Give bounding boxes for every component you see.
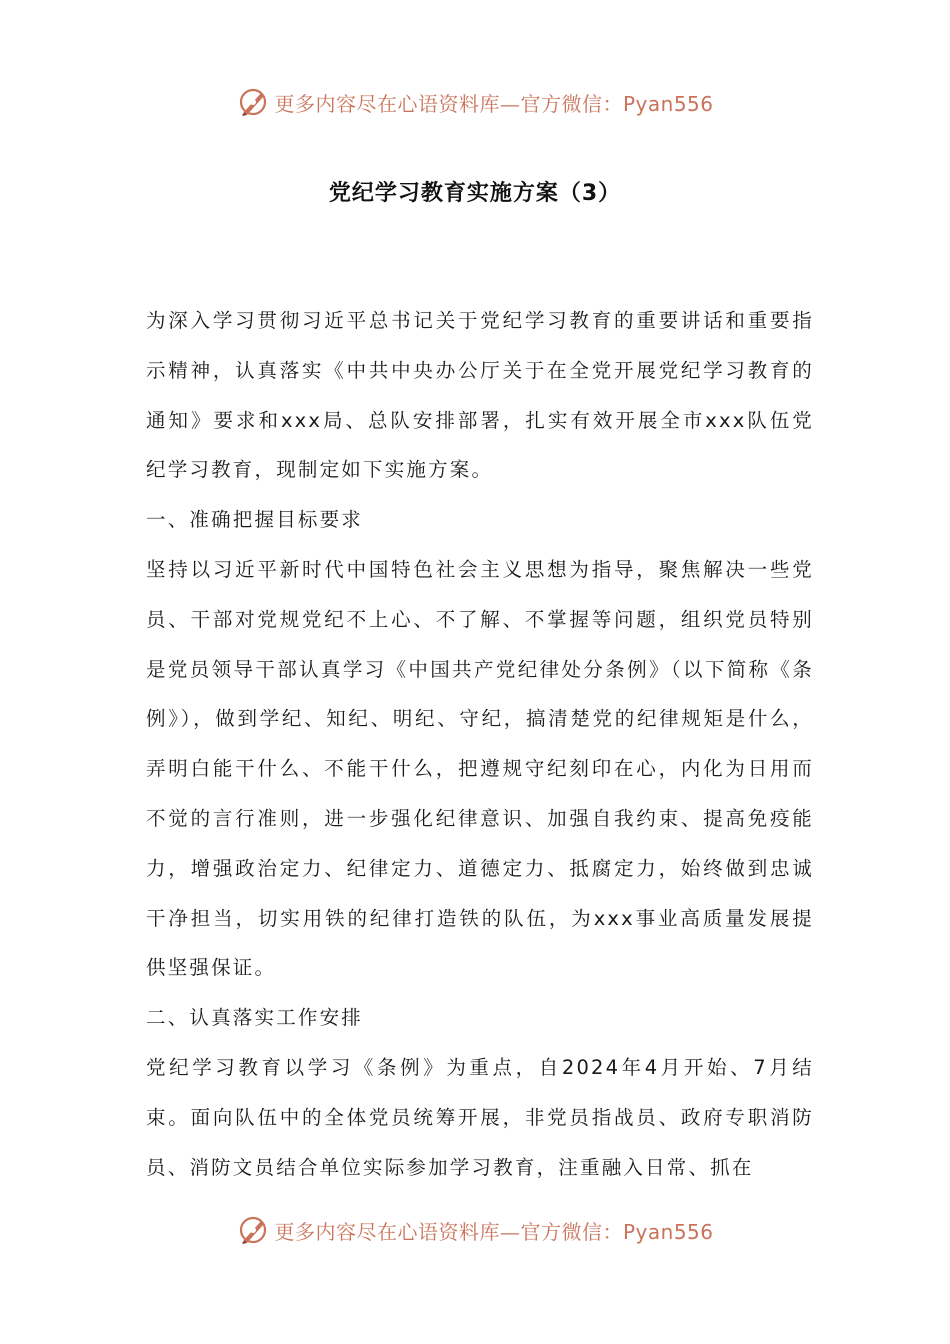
pen-circle-logo-icon	[236, 1213, 270, 1247]
watermark-brand: Pyan556	[622, 91, 714, 116]
footer-watermark	[0, 1210, 950, 1250]
section-2-paragraph: 党纪学习教育以学习《条例》为重点，自2024年4月开始、7月结束。面向队伍中的全体党员统筹开展，非党员指战员、政府专职消防员、消防文员结合单位实际参加学习教育，注重融入日常、抓在	[146, 1055, 814, 1179]
document-title: 党纪学习教育实施方案（3）	[328, 181, 622, 206]
section-2-heading: 二、认真落实工作安排	[146, 1006, 364, 1030]
section-1-heading: 一、准确把握目标要求	[146, 508, 364, 532]
intro-paragraph: 为深入学习贯彻习近平总书记关于党纪学习教育的重要讲话和重要指示精神，认真落实《中共中央办公厅关于在全党开展党纪学习教育的通知》要求和xxx局、总队安排部署，扎实有效开展全市xxx队伍党纪学习教育，现制定如下实施方案。	[146, 309, 814, 482]
watermark-text: 更多内容尽在心语资料库—官方微信：Pyan556	[274, 1219, 714, 1244]
header-watermark	[0, 82, 950, 122]
watermark-text: 更多内容尽在心语资料库—官方微信：Pyan556	[274, 91, 714, 116]
pen-circle-logo-icon	[236, 85, 270, 119]
document-body	[146, 296, 814, 1192]
section-1-paragraph: 坚持以习近平新时代中国特色社会主义思想为指导，聚焦解决一些党员、干部对党规党纪不上心、不了解、不掌握等问题，组织党员特别是党员领导干部认真学习《中国共产党纪律处分条例》（以下简称《条例》），做到学纪、知纪、明纪、守纪，搞清楚党的纪律规矩是什么，弄明白能干什么、不能干什么，把遵规守纪刻印在心，内化为日用而不觉的言行准则，进一步强化纪律意识、加强自我约束、提高免疫能力，增强政治定力、纪律定力、道德定力、抵腐定力，始终做到忠诚干净担当，切实用铁的纪律打造铁的队伍，为xxx事业高质量发展提供坚强保证。	[146, 557, 814, 980]
watermark-brand: Pyan556	[622, 1219, 714, 1244]
